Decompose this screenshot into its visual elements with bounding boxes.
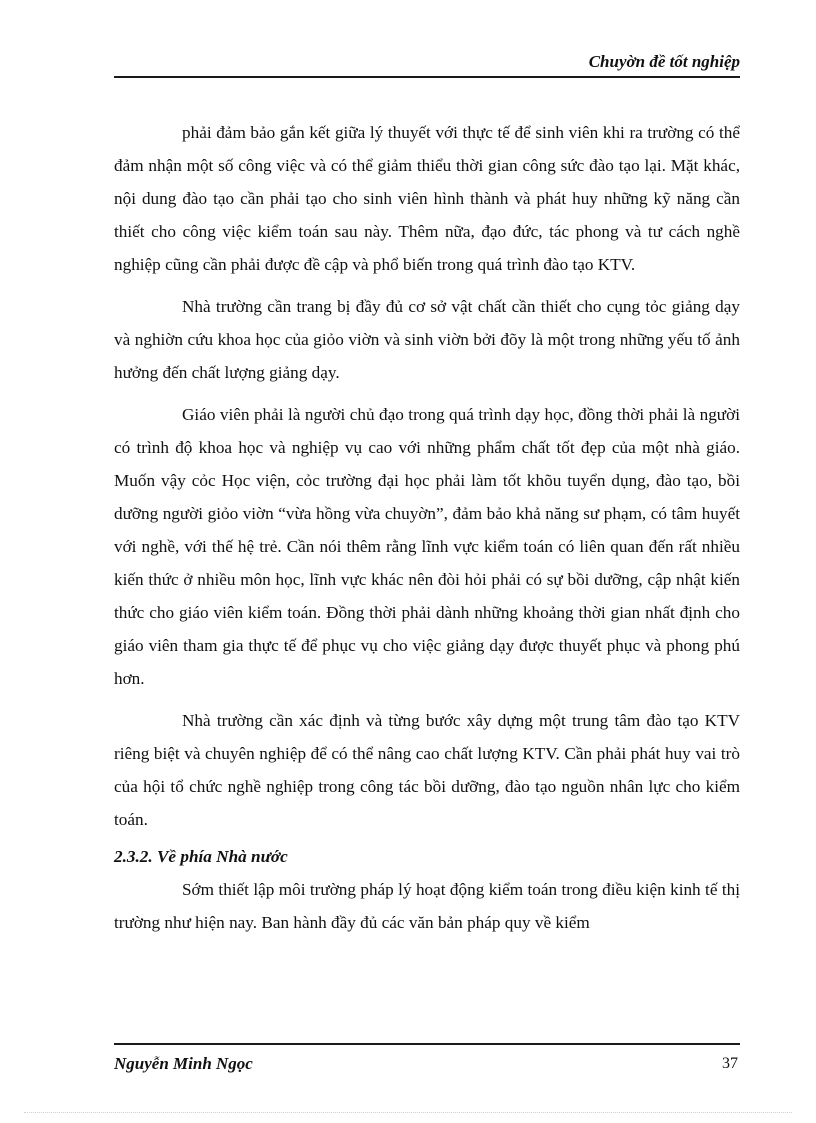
- paragraph-1: phải đảm bảo gắn kết giữa lý thuyết với thực tế để sinh viên khi ra trường có thể đảm nhận một số công việc và có thể giảm thiểu thời gian công sức đào tạo lại. Mặt khác, nội dung đào tạo cần phải tạo cho sinh viên hình thành và phát huy những kỹ năng cần thiết cho công việc kiểm toán sau này. Thêm nữa, đạo đức, tác phong và tư cách nghề nghiệp cũng cần phải được đề cập và phổ biến trong quá trình đào tạo KTV.: [114, 123, 740, 274]
- page-footer: [114, 1043, 740, 1082]
- paragraph-5: Sớm thiết lập môi trường pháp lý hoạt động kiểm toán trong điều kiện kinh tế thị trường như hiện nay. Ban hành đầy đủ các văn bản pháp quy về kiểm: [114, 880, 740, 932]
- paragraph-4: Nhà trường cần xác định và từng bước xây dựng một trung tâm đào tạo KTV riêng biệt và chuyên nghiệp để có thể nâng cao chất lượng KTV. Cần phải phát huy vai trò của hội tổ chức nghề nghiệp trong công tác bồi dưỡng, đào tạo nguồn nhân lực cho kiểm toán.: [114, 711, 740, 829]
- paragraph-3: Giáo viên phải là người chủ đạo trong quá trình dạy học, đồng thời phải là người có trình độ khoa học và nghiệp vụ cao với những phẩm chất tốt đẹp của một nhà giáo. Muốn vậy cỏc Học viện, cỏc trường đại học phải làm tốt khõu tuyển dụng, đào tạo, bồi dưỡng người giỏo viờn “vừa hồng vừa chuyờn”, đảm bảo khả năng sư phạm, có tâm huyết với nghề, với thế hệ trẻ. Cần nói thêm rằng lĩnh vực kiểm toán có liên quan đến rất nhiều kiến thức ở nhiều môn học, lĩnh vực khác nên đòi hỏi phải có sự bồi dưỡng, cập nhật kiến thức cho giáo viên kiểm toán. Đồng thời phải dành những khoảng thời gian nhất định cho giáo viên tham gia thực tế để phục vụ cho việc giảng dạy được thuyết phục và phong phú hơn.: [114, 405, 740, 688]
- main-text: [114, 116, 740, 939]
- paragraph-2: Nhà trường cần trang bị đầy đủ cơ sở vật chất cần thiết cho cụng tỏc giảng dạy và nghiờn cứu khoa học của giỏo viờn và sinh viờn bởi đõy là một trong những yếu tố ảnh hưởng đến chất lượng giảng dạy.: [114, 297, 740, 382]
- page-header: [114, 50, 740, 78]
- section-heading: 2.3.2. Về phía Nhà nước: [114, 847, 288, 866]
- header-title: Chuyờn đề tốt nghiệp: [588, 52, 740, 71]
- footer-author: Nguyễn Minh Ngọc: [114, 1054, 253, 1073]
- page-bottom-divider: [24, 1112, 792, 1113]
- page-number: 37: [722, 1055, 738, 1072]
